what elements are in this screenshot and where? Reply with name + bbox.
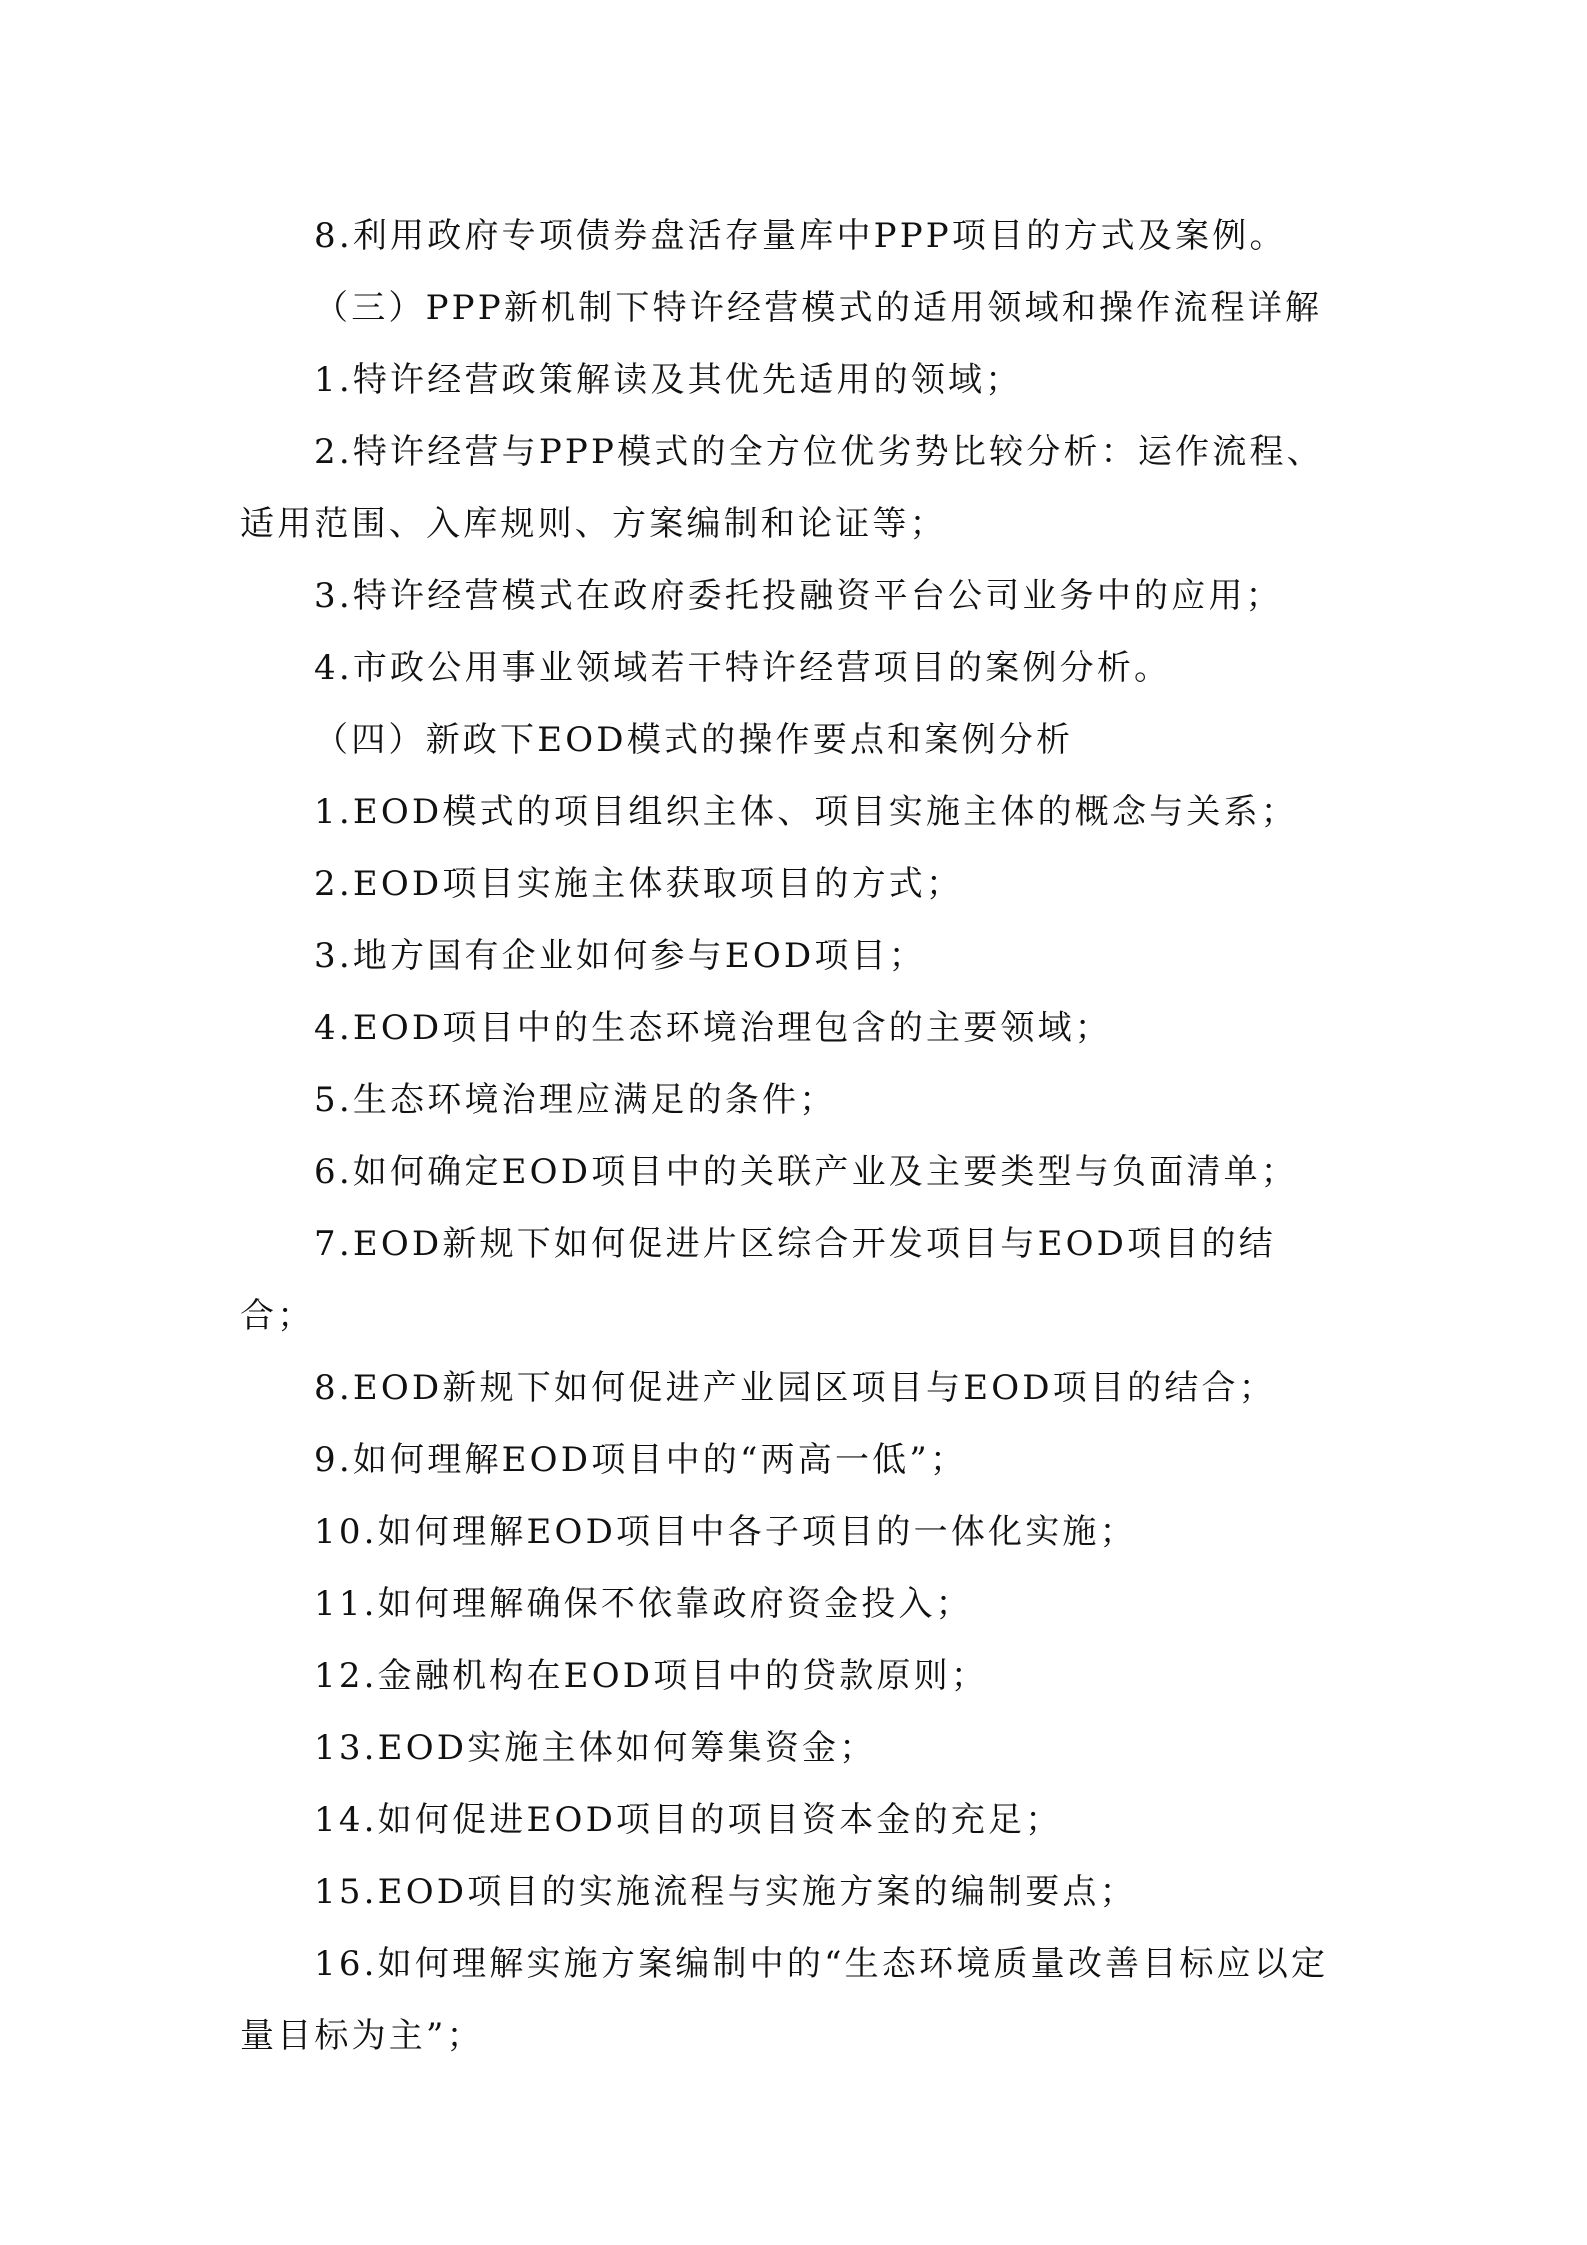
list-item: 9.如何理解EOD项目中的“两高一低”； — [314, 1440, 968, 1480]
list-item: 4.EOD项目中的生态环境治理包含的主要领域； — [314, 1008, 1112, 1048]
list-item: 8.利用政府专项债券盘活存量库中PPP项目的方式及案例。 — [314, 216, 1287, 256]
list-item: 10.如何理解EOD项目中各子项目的一体化实施； — [314, 1512, 1137, 1552]
list-item: 5.生态环境治理应满足的条件； — [314, 1080, 837, 1120]
document-body — [240, 200, 1345, 2072]
list-item: 2.EOD项目实施主体获取项目的方式； — [314, 864, 964, 904]
list-item: 4.市政公用事业领域若干特许经营项目的案例分析。 — [314, 648, 1172, 688]
list-item: 11.如何理解确保不依靠政府资金投入； — [314, 1584, 973, 1624]
list-item: 13.EOD实施主体如何筹集资金； — [314, 1728, 877, 1768]
list-item: 2.特许经营与PPP模式的全方位优劣势比较分析：运作流程、适用范围、入库规则、方案编制和论证等； — [240, 432, 1324, 544]
list-item: 14.如何促进EOD项目的项目资本金的充足； — [314, 1800, 1063, 1840]
section-heading-3: （三）PPP新机制下特许经营模式的适用领域和操作流程详解 — [314, 288, 1323, 328]
list-item: 8.EOD新规下如何促进产业园区项目与EOD项目的结合； — [314, 1368, 1276, 1408]
list-item: 1.EOD模式的项目组织主体、项目实施主体的概念与关系； — [314, 792, 1298, 832]
list-item: 15.EOD项目的实施流程与实施方案的编制要点； — [314, 1872, 1137, 1912]
list-item: 6.如何确定EOD项目中的关联产业及主要类型与负面清单； — [314, 1152, 1298, 1192]
list-item: 1.特许经营政策解读及其优先适用的领域； — [314, 360, 1023, 400]
list-item: 3.地方国有企业如何参与EOD项目； — [314, 936, 926, 976]
list-item: 12.金融机构在EOD项目中的贷款原则； — [314, 1656, 989, 1696]
section-heading-4: （四）新政下EOD模式的操作要点和案例分析 — [314, 720, 1074, 760]
list-item: 3.特许经营模式在政府委托投融资平台公司业务中的应用； — [314, 576, 1283, 616]
list-item: 16.如何理解实施方案编制中的“生态环境质量改善目标应以定量目标为主”； — [240, 1944, 1329, 2056]
list-item: 7.EOD新规下如何促进片区综合开发项目与EOD项目的结合； — [240, 1224, 1276, 1336]
